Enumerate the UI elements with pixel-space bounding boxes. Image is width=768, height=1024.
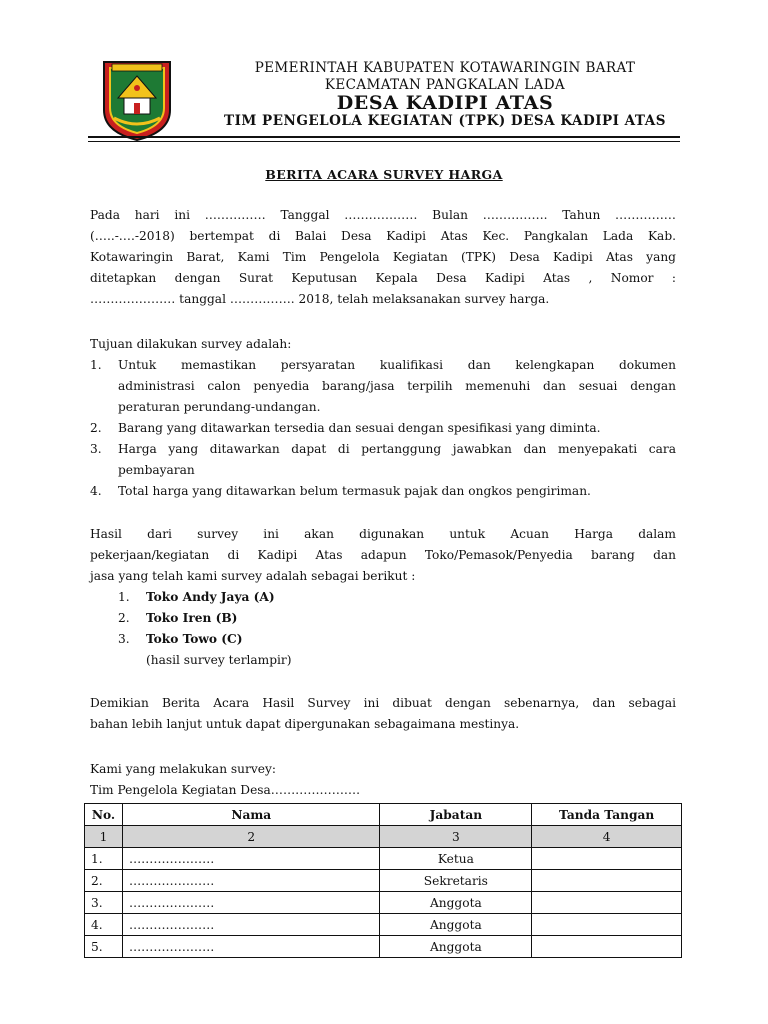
shop-item (118, 629, 292, 650)
row-name: ………………… (122, 870, 380, 892)
purpose-item-line: administrasi calon penyedia barang/jasa terpilih memenuhi dan sesuai dengan (118, 379, 676, 393)
header-team: TIM PENGELOLA KEGIATAN (TPK) DESA KADIPI ATAS (224, 113, 666, 129)
header-divider-thick (88, 136, 680, 138)
row-signature (532, 870, 682, 892)
row-name: ………………… (122, 848, 380, 870)
intro-line: ………………… tanggal ……………. 2018, telah melaksanakan survey harga. (90, 292, 550, 306)
shops-note: (hasil survey terlampir) (146, 653, 292, 667)
row-name: ………………… (122, 936, 380, 958)
row-position: Anggota (380, 936, 532, 958)
row-position: Sekretaris (380, 870, 532, 892)
table-row (85, 870, 682, 892)
table-row (85, 848, 682, 870)
row-signature (532, 914, 682, 936)
intro-line: Kotawaringin Barat, Kami Tim Pengelola Kegiatan (TPK) Desa Kadipi Atas yang (90, 250, 676, 264)
table-row (85, 892, 682, 914)
header-government: PEMERINTAH KABUPATEN KOTAWARINGIN BARAT (254, 60, 636, 76)
result-line: jasa yang telah kami survey adalah sebagai berikut : (90, 569, 416, 583)
index-cell: 1 (85, 826, 123, 848)
purpose-item (90, 355, 676, 418)
purpose-item (90, 439, 676, 481)
row-position: Ketua (380, 848, 532, 870)
closing-paragraph (90, 693, 676, 735)
column-header-name: Nama (122, 804, 380, 826)
purpose-item-line: Total harga yang ditawarkan belum termasuk pajak dan ongkos pengiriman. (118, 484, 591, 498)
row-position: Anggota (380, 914, 532, 936)
index-cell: 2 (122, 826, 380, 848)
header-divider-thin (88, 141, 680, 142)
signature-table (84, 803, 682, 958)
purpose-item-line: Barang yang ditawarkan tersedia dan sesuai dengan spesifikasi yang diminta. (118, 421, 601, 435)
row-number: 3. (85, 892, 123, 914)
shop-number: 1. (118, 590, 130, 604)
shop-item (118, 608, 292, 629)
shop-number: 3. (118, 632, 130, 646)
signoff-team: Tim Pengelola Kegiatan Desa…………………. (90, 783, 360, 797)
purpose-item-number: 4. (90, 484, 102, 498)
intro-paragraph (90, 205, 676, 310)
purpose-item-line: pembayaran (118, 463, 195, 477)
column-header-signature: Tanda Tangan (532, 804, 682, 826)
intro-line: ditetapkan dengan Surat Keputusan Kepala Desa Kadipi Atas , Nomor : (90, 271, 676, 285)
result-line: pekerjaan/kegiatan di Kadipi Atas adapun Toko/Pemasok/Penyedia barang dan (90, 548, 676, 562)
column-header-position: Jabatan (380, 804, 532, 826)
shop-name: Toko Andy Jaya (A) (146, 590, 275, 604)
closing-line: Demikian Berita Acara Hasil Survey ini dibuat dengan sebenarnya, dan sebagai (90, 696, 676, 710)
purpose-heading: Tujuan dilakukan survey adalah: (90, 337, 292, 351)
row-number: 4. (85, 914, 123, 936)
shop-name: Toko Towo (C) (146, 632, 243, 646)
table-row (85, 936, 682, 958)
signoff-line: Kami yang melakukan survey: (90, 762, 276, 776)
shop-number: 2. (118, 611, 130, 625)
shop-list (118, 587, 292, 671)
purpose-item-line: peraturan perundang-undangan. (118, 400, 321, 414)
closing-line: bahan lebih lanjut untuk dapat dipergunakan sebagaimana mestinya. (90, 717, 520, 731)
row-number: 5. (85, 936, 123, 958)
row-name: ………………… (122, 914, 380, 936)
table-row (85, 914, 682, 936)
shop-item (118, 587, 292, 608)
row-name: ………………… (122, 892, 380, 914)
purpose-item (90, 481, 676, 502)
row-position: Anggota (380, 892, 532, 914)
header-village: DESA KADIPI ATAS (336, 92, 554, 114)
purpose-item-line: Harga yang ditawarkan dapat di pertanggung jawabkan dan menyepakati cara (118, 442, 676, 456)
column-header-no: No. (85, 804, 123, 826)
shop-name: Toko Iren (B) (146, 611, 238, 625)
intro-line: (…..-….-2018) bertempat di Balai Desa Kadipi Atas Kec. Pangkalan Lada Kab. (90, 229, 676, 243)
purpose-item-number: 2. (90, 421, 102, 435)
signoff (90, 759, 676, 801)
table-index-row (85, 826, 682, 848)
purpose-item-line: Untuk memastikan persyaratan kualifikasi dan kelengkapan dokumen (118, 358, 676, 372)
regency-logo (100, 58, 174, 142)
row-number: 1. (85, 848, 123, 870)
document-title-text: BERITA ACARA SURVEY HARGA (265, 167, 503, 182)
purpose-item-number: 1. (90, 358, 102, 372)
index-cell: 3 (380, 826, 532, 848)
result-line: Hasil dari survey ini akan digunakan untuk Acuan Harga dalam (90, 527, 676, 541)
index-cell: 4 (532, 826, 682, 848)
purpose-item-number: 3. (90, 442, 102, 456)
result-paragraph (90, 524, 676, 587)
intro-line: Pada hari ini …………… Tanggal ……………… Bulan ……………. Tahun …………… (90, 208, 676, 222)
row-signature (532, 848, 682, 870)
row-number: 2. (85, 870, 123, 892)
purpose-section (90, 334, 676, 502)
purpose-item (90, 418, 676, 439)
document-title (88, 167, 680, 182)
row-signature (532, 936, 682, 958)
row-signature (532, 892, 682, 914)
table-header-row (85, 804, 682, 826)
header-district: KECAMATAN PANGKALAN LADA (324, 77, 566, 93)
